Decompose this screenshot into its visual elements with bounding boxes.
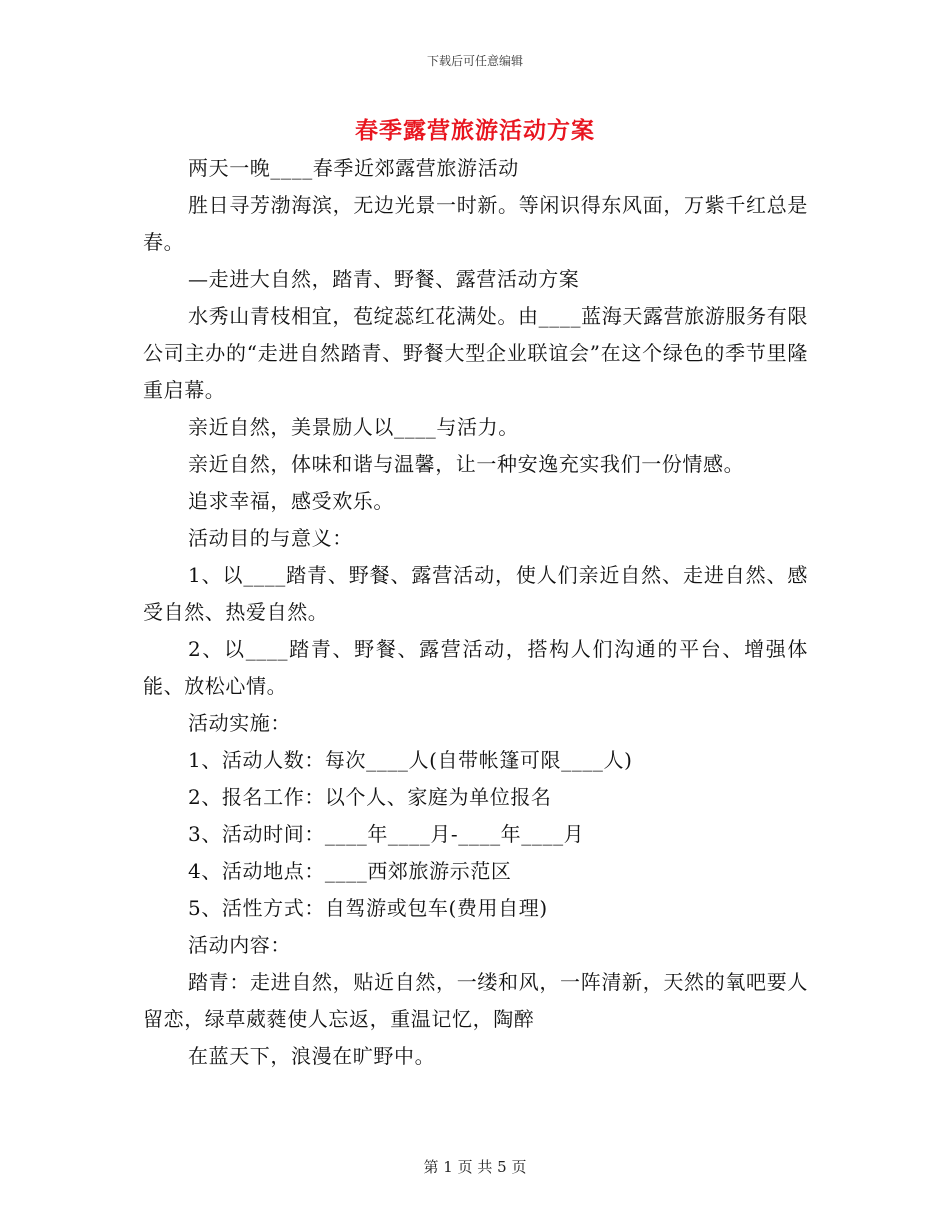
section-heading: 活动目的与意义： (188, 526, 353, 550)
section-heading: 活动实施： (188, 711, 291, 735)
list-item: 2、报名工作：以个人、家庭为单位报名 (188, 785, 552, 809)
paragraph: 亲近自然，美景励人以____与活力。 (188, 415, 519, 439)
page-number: 第 1 页 共 5 页 (423, 1158, 527, 1176)
list-item: 5、活性方式：自驾游或包车(费用自理) (188, 896, 548, 920)
list-item: 2、以____踏青、野餐、露营活动，搭构人们沟通的平台、增强体能、放松心情。 (143, 637, 808, 698)
list-item: 3、活动时间：____年____月-____年____月 (188, 822, 585, 846)
paragraph: 在蓝天下，浪漫在旷野中。 (188, 1044, 436, 1068)
paragraph: 两天一晚____春季近郊露营旅游活动 (188, 156, 519, 180)
paragraph: 水秀山青枝相宜，苞绽蕊红花满处。由____蓝海天露营旅游服务有限公司主办的“走进自然踏青、野餐大型企业联谊会”在这个绿色的季节里隆重启幕。 (143, 304, 808, 402)
paragraph: —走进大自然，踏青、野餐、露营活动方案 (188, 267, 580, 291)
page-header-note: 下载后可任意编辑 (426, 54, 523, 68)
list-item: 1、以____踏青、野餐、露营活动，使人们亲近自然、走进自然、感受自然、热爱自然。 (143, 563, 808, 624)
section-heading: 活动内容： (188, 933, 291, 957)
list-item: 4、活动地点：____西郊旅游示范区 (188, 859, 512, 883)
list-item: 1、活动人数：每次____人(自带帐篷可限____人) (188, 748, 633, 772)
paragraph: 亲近自然，体味和谐与温馨，让一种安逸充实我们一份情感。 (188, 452, 745, 476)
document-body (143, 150, 808, 1075)
paragraph: 胜日寻芳渤海滨，无边光景一时新。等闲识得东风面，万紫千红总是春。 (143, 193, 808, 254)
paragraph: 追求幸福，感受欢乐。 (188, 489, 394, 513)
document-title: 春季露营旅游活动方案 (355, 118, 595, 144)
paragraph: 踏青：走进自然，贴近自然，一缕和风，一阵清新，天然的氧吧要人留恋，绿草葳蕤使人忘返，重温记忆，陶醉 (143, 970, 808, 1031)
